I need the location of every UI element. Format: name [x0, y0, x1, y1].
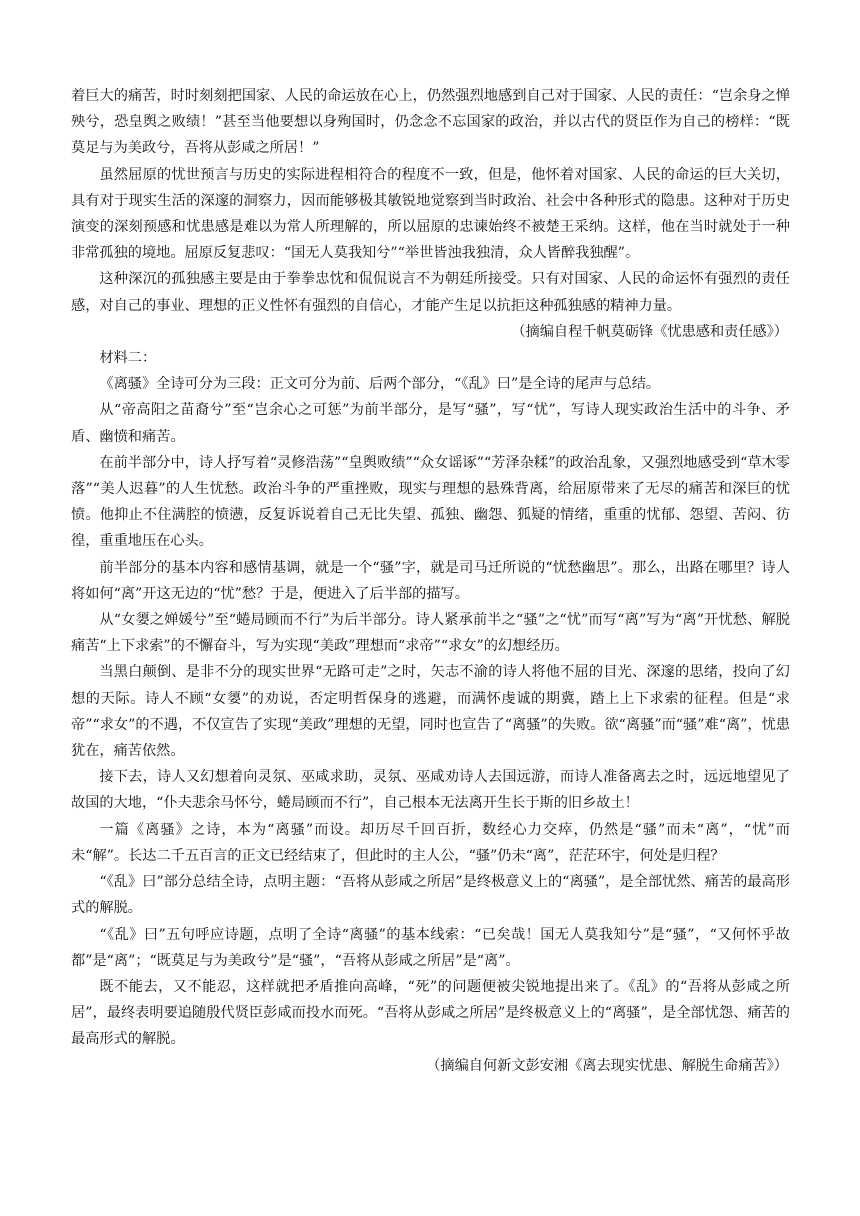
paragraph: 前半部分的基本内容和感情基调，就是一个“骚”字，就是司马迁所说的“忧愁幽思”。那么，出路在哪里？诗人将如何“离”开这无边的“忧”愁？于是，便进入了后半部的描写。	[71, 559, 790, 602]
paragraph: 着巨大的痛苦，时时刻刻把国家、人民的命运放在心上，仍然强烈地感到自己对于国家、人民的责任：“岂余身之惮殃兮，恐皇舆之败绩！”甚至当他要想以身殉国时，仍念念不忘国家的政治，并以古代的贤臣作为自己的榜样：“既莫足与为美政兮，吾将从彭咸之所居！”	[71, 88, 790, 157]
paragraph: 在前半部分中，诗人抒写着“灵修浩荡”“皇舆败绩”“众女谣诼”“芳泽杂糅”的政治乱象，又强烈地感受到“草木零落”“美人迟暮”的人生忧愁。政治斗争的严重挫败，现实与理想的悬殊背离，给屈原带来了无尽的痛苦和深巨的忧愤。他抑止不住满腔的愤懑，反复诉说着自己无比失望、孤独、幽怨、狐疑的情绪，重重的忧郁、怨望、苦闷、彷徨，重重地压在心头。	[71, 454, 790, 550]
paragraph: 《离骚》全诗可分为三段：正文可分为前、后两个部分，“《乱》曰”是全诗的尾声与总结。	[99, 376, 661, 393]
paragraph: 当黑白颠倒、是非不分的现实世界“无路可走”之时，矢志不渝的诗人将他不屈的目光、深邃的思绪，投向了幻想的天际。诗人不顾“女嬃”的劝说，否定明哲保身的逃避，而满怀虔诚的期冀，踏上上下求索的征程。但是“求帝”“求女”的不遇，不仅宣告了实现“美政”理想的无望，同时也宣告了“离骚”的失败。欲“离骚”而“骚”难“离”，忧患犹在，痛苦依然。	[71, 664, 790, 760]
paragraph: 这种深沉的孤独感主要是由于拳拳忠忱和侃侃说言不为朝廷所接受。只有对国家、人民的命运怀有强烈的责任感，对自己的事业、理想的正义性怀有强烈的自信心，才能产生足以抗拒这种孤独感的精神力量。	[71, 271, 790, 314]
source-citation: （摘编自程千帆莫砺锋《忧患感和责任感》）	[511, 323, 788, 340]
source-citation: （摘编自何新文彭安湘《离去现实忧患、解脱生命痛苦》）	[426, 1057, 788, 1074]
paragraph: 接下去，诗人又幻想着向灵氛、巫咸求助，灵氛、巫咸劝诗人去国远游，而诗人准备离去之时，远远地望见了故国的大地，“仆夫悲余马怀兮，蜷局顾而不行”，自己根本无法离开生长于斯的旧乡故土！	[71, 769, 790, 812]
paragraph: 既不能去，又不能忍，这样就把矛盾推向高峰，“死”的问题便被尖锐地提出来了。《乱》的“吾将从彭咸之所居”，最终表明要追随殷代贤臣彭咸而投水而死。“吾将从彭咸之所居”是终极意义上的“离骚”，是全部忧怨、痛苦的最高形式的解脱。	[71, 978, 790, 1048]
section-heading: 材料二：	[99, 350, 157, 367]
paragraph: “《乱》曰”五句呼应诗题，点明了全诗“离骚”的基本线索：“已矣哉！国无人莫我知兮”是“骚”，“又何怀乎故都”是“离”；“既莫足与为美政兮”是“骚”，“吾将从彭咸之所居”是“离”。	[71, 926, 790, 969]
paragraph: 从“帝高阳之苗裔兮”至“岂余心之可惩”为前半部分，是写“骚”，写“忧”，写诗人现实政治生活中的斗争、矛盾、幽愤和痛苦。	[71, 402, 790, 445]
paragraph: “《乱》曰”部分总结全诗，点明主题：“吾将从彭咸之所居”是终极意义上的“离骚”，是全部忧然、痛苦的最高形式的解脱。	[71, 874, 790, 917]
paragraph: 虽然屈原的忧世预言与历史的实际进程相符合的程度不一致，但是，他怀着对国家、人民的命运的巨大关切，具有对于现实生活的深邃的洞察力，因而能够极其敏锐地觉察到当时政治、社会中各种形式的隐患。这种对于历史演变的深刻预感和忧患感是难以为常人所理解的，所以屈原的忠谏始终不被楚王采纳。这样，他在当时就处于一种非常孤独的境地。屈原反复悲叹：“国无人莫我知兮”“举世皆浊我独清，众人皆醉我独醒”。	[71, 166, 790, 262]
paragraph: 一篇《离骚》之诗，本为“离骚”而设。却历尽千回百折，数经心力交瘁，仍然是“骚”而未“离”，“忧”而未“解”。长达二千五百言的正文已经结束了，但此时的主人公，“骚”仍未“离”，茫茫环宇，何处是归程？	[71, 821, 790, 864]
paragraph: 从“女嬃之婵媛兮”至“蜷局顾而不行”为后半部分。诗人紧承前半之“骚”之“忧”而写“离”写为“离”开忧愁、解脱痛苦“上下求索”的不懈奋斗，写为实现“美政”理想而“求帝”“求女”的幻想经历。	[71, 612, 790, 655]
